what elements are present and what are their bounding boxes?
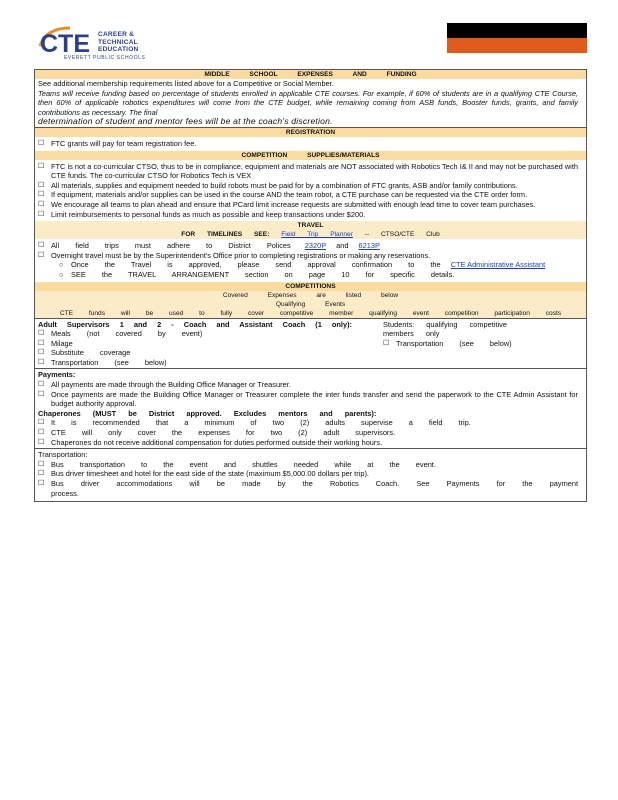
student-item-text: Transportation (see below): [396, 338, 512, 348]
checkbox-bullet-icon: ☐: [38, 470, 45, 478]
transportation-item-text: Bus transportation to the event and shuttles needed while at the event.: [51, 459, 436, 469]
checkbox-bullet-icon: ☐: [38, 438, 45, 446]
cte-logo: [36, 24, 166, 64]
supplies-item: [35, 200, 586, 210]
adult-item: [35, 329, 380, 339]
travel-heading: [35, 221, 586, 239]
field-trip-planner-link[interactable]: Field Trip Planner: [281, 231, 353, 239]
adult-item: [35, 339, 380, 349]
transportation-item: [35, 460, 586, 470]
travel-subhead-suffix: -- CTSO/CTE Club: [364, 231, 440, 239]
checkbox-bullet-icon: ☐: [38, 210, 45, 218]
adult-item-text: Meals (not covered by event): [51, 329, 203, 339]
competitions-heading: [35, 282, 586, 291]
adult-item: [35, 348, 380, 358]
competitions-subheads: [35, 291, 586, 318]
intro-line-1: See additional membership requirements listed above for a Competitive or Social Member.: [38, 79, 334, 88]
checkbox-bullet-icon: ☐: [383, 339, 390, 347]
expenses-document: [34, 69, 587, 502]
chaperones-item: [35, 418, 586, 428]
circle-bullet-icon: ○: [59, 260, 64, 270]
policy-2320p-link[interactable]: 2320P: [304, 241, 327, 251]
circle-bullet-icon: ○: [59, 269, 64, 279]
supplies-item-text: All materials, supplies and equipment needed to build robots must be paid for by a combination of FTC grants, ASB and/or family contributions.: [51, 180, 518, 190]
registration-section: [35, 137, 586, 151]
chaperones-item-text: It is recommended that a minimum of two (2) adults supervise a field trip.: [51, 418, 471, 428]
travel-item: [35, 241, 586, 251]
travel-title: TRAVEL: [297, 222, 324, 230]
intro-section: [35, 79, 586, 127]
registration-heading: REGISTRATION: [35, 127, 586, 137]
header-bar-black: [447, 23, 587, 38]
supplies-item: [35, 162, 586, 181]
travel-item-text: All field trips must adhere to District Polices: [51, 241, 291, 251]
checkbox-bullet-icon: ☐: [38, 251, 45, 259]
transportation-section: [35, 448, 586, 501]
cte-funds-line: CTE funds will be used to fully cover competitive member qualifying event competition participation costs: [59, 309, 562, 317]
page-title: MIDDLE SCHOOL EXPENSES AND FUNDING: [35, 70, 586, 79]
travel-subitem-text: Once the Travel is approved, please send approval confirmation to the: [71, 260, 441, 270]
logo-line-2: TECHNICAL: [98, 38, 138, 46]
intro-line-3: determination of student and mentor fees will be at the coach's discretion.: [38, 116, 333, 127]
students-column: [380, 320, 586, 368]
adult-item-text: Milage: [51, 338, 73, 348]
competition-supplies-section: [35, 160, 586, 222]
travel-section: [35, 239, 586, 281]
competitions-title: COMPETITIONS: [285, 282, 336, 290]
supplies-item: [35, 181, 586, 191]
competitions-columns: [35, 320, 586, 368]
checkbox-bullet-icon: ☐: [38, 339, 45, 347]
transportation-item: [35, 469, 586, 479]
transportation-item-text: Bus driver accommodations will be made by the Robotics Coach. See Payments for the payment process.: [51, 479, 578, 498]
payments-item-text: All payments are made through the Building Office Manager or Treasurer.: [51, 380, 291, 390]
payments-section: [35, 368, 586, 448]
cte-swoosh-icon: [36, 24, 102, 58]
registration-item: [35, 139, 586, 149]
payments-item: [35, 380, 586, 390]
chaperones-item-text: CTE will only cover the expenses for two (2) adult supervisors.: [51, 428, 396, 438]
supplies-item: [35, 210, 586, 220]
logo-line-3: EDUCATION: [98, 46, 139, 54]
intro-line-2: Teams will receive funding based on percentage of students enrolled in applicable CTE courses. For example, if 60% of students are in a qualifying CTE Course, then 60% of applicable robotics expenditures will come from the CTE budget, while remaining coming from ASB funds, Booster funds, grants, and family contributions as necessary. The final: [38, 88, 578, 117]
payments-item-text: Once payments are made the Building Office Manager or Treasurer complete the inter funds transfer and send the paperwork to the CTE Admin Assistant for budget authority approval.: [51, 389, 578, 409]
travel-subitem: [35, 260, 586, 270]
transportation-item-text: Bus driver timesheet and hotel for the east side of the state (maximum $5,000.00 dollars per trip).: [51, 469, 369, 479]
qualifying-events-line: Qualifying Events: [275, 300, 346, 308]
checkbox-bullet-icon: ☐: [38, 139, 45, 147]
adult-item-text: Transportation (see below): [51, 357, 167, 367]
policy-6213p-link[interactable]: 6213P: [358, 241, 380, 251]
checkbox-bullet-icon: ☐: [38, 200, 45, 208]
checkbox-bullet-icon: ☐: [38, 460, 45, 468]
payments-item: [35, 390, 586, 409]
supplies-item-text: FTC is not a co-curricular CTSO, thus to be in compliance, equipment and materials are NOT associated with Robotics Tech I& II and may not be purchased with CTE funds. The co-curricular CTSO for Robotics Tech is VEX: [51, 161, 578, 181]
supplies-item: [35, 190, 586, 200]
travel-subitem-text: SEE the TRAVEL ARRANGEMENT section on page 10 for specific details.: [71, 269, 455, 279]
travel-item: [35, 251, 586, 261]
checkbox-bullet-icon: ☐: [38, 191, 45, 199]
travel-item-text: Overnight travel must be by the Superintendent's Office prior to completing registrations or making any reservations.: [51, 250, 431, 260]
header-bar-orange: [447, 38, 587, 53]
checkbox-bullet-icon: ☐: [38, 390, 45, 398]
transportation-heading: Transportation:: [38, 450, 88, 460]
chaperones-item: [35, 428, 586, 438]
checkbox-bullet-icon: ☐: [38, 330, 45, 338]
supplies-item-text: Limit reimbursements to personal funds as much as possible and keep transactions under $200.: [51, 209, 366, 219]
chaperones-heading: Chaperones (MUST be District approved. Excludes mentors and parents):: [38, 408, 377, 418]
supplies-item-text: We encourage all teams to plan ahead and ensure that PCard limit increase requests are submitted with enough lead time to cover team purchases.: [51, 199, 536, 209]
checkbox-bullet-icon: ☐: [38, 480, 45, 487]
chaperones-item: [35, 438, 586, 448]
checkbox-bullet-icon: ☐: [38, 349, 45, 357]
checkbox-bullet-icon: ☐: [38, 242, 45, 250]
adult-item: [35, 358, 380, 368]
travel-subitem: [35, 270, 586, 280]
checkbox-bullet-icon: ☐: [38, 181, 45, 189]
adult-supervisors-heading: Adult Supervisors 1 and 2 - Coach and Assistant Coach (1 only):: [38, 319, 353, 329]
registration-item-text: FTC grants will pay for team registration fee.: [51, 138, 197, 148]
student-item: [380, 339, 586, 349]
competition-supplies-heading: COMPETITION SUPPLIES/MATERIALS: [35, 151, 586, 160]
adult-column: [35, 320, 380, 368]
checkbox-bullet-icon: ☐: [38, 358, 45, 366]
checkbox-bullet-icon: ☐: [38, 419, 45, 427]
travel-subhead: [35, 230, 586, 239]
travel-subhead-label: FOR TIMELINES SEE:: [181, 231, 270, 239]
checkbox-bullet-icon: ☐: [38, 162, 45, 170]
travel-and-text: and: [336, 241, 349, 251]
transportation-item: [35, 479, 586, 498]
chaperones-item-text: Chaperones do not receive additional compensation for duties performed outside their working hours.: [51, 437, 383, 447]
payments-heading: Payments:: [38, 370, 76, 380]
covered-expenses-line: Covered Expenses are listed below: [222, 291, 399, 299]
students-heading: Students: qualifying competitive members only: [383, 319, 507, 339]
competitions-section: [35, 318, 586, 369]
checkbox-bullet-icon: ☐: [38, 429, 45, 437]
checkbox-bullet-icon: ☐: [38, 381, 45, 389]
logo-wordmark: [98, 31, 139, 54]
logo-line-1: CAREER &: [98, 31, 135, 38]
adult-item-text: Substitute coverage: [51, 348, 131, 358]
supplies-item-text: If equipment, materials and/or supplies can be used in the course AND the team robot, a CTE purchase can be requested via the CTE order form.: [51, 190, 528, 200]
logo-cte-text: CTE: [40, 30, 90, 58]
cte-admin-assistant-link[interactable]: CTE Administrative Assistant: [450, 260, 546, 270]
logo-subtitle: EVERETT PUBLIC SCHOOLS: [64, 55, 146, 61]
